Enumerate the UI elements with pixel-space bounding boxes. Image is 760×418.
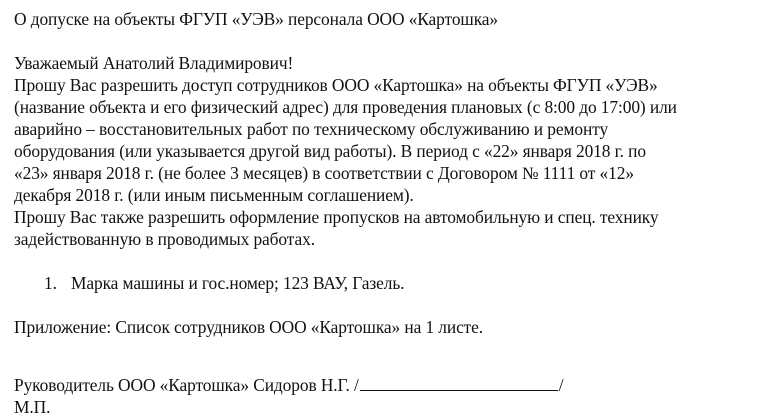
paragraph2-line: Прошу Вас также разрешить оформление пропусков на автомобильную и спец. технику <box>14 207 659 227</box>
attachment-line: Приложение: Список сотрудников ООО «Картошка» на 1 листе. <box>14 317 484 337</box>
paragraph1-line: оборудования (или указывается другой вид работы). В период с «22» января 2018 г. по <box>14 141 646 161</box>
list-item-text: Марка машины и гос.номер; 123 ВАУ, Газель. <box>71 273 405 293</box>
signature-blank <box>360 374 558 391</box>
paragraph1-line: (название объекта и его физический адрес) для проведения плановых (с 8:00 до 17:00) или <box>14 97 677 117</box>
letter-greeting: Уважаемый Анатолий Владимирович! <box>14 53 294 73</box>
signature-line <box>14 374 563 396</box>
stamp-line: М.П. <box>14 397 51 417</box>
list-item-number: 1. <box>44 273 57 293</box>
letter-subject: О допуске на объекты ФГУП «УЭВ» персонала ООО «Картошка» <box>14 9 499 29</box>
list-item <box>44 272 404 294</box>
paragraph1-line: аварийно – восстановительных работ по техническому обслуживанию и ремонту <box>14 119 609 139</box>
paragraph1-line: декабря 2018 г. (или иным письменным соглашением). <box>14 185 414 205</box>
signature-end: / <box>558 375 564 395</box>
signature-text: Руководитель ООО «Картошка» Сидоров Н.Г. / <box>14 375 359 395</box>
paragraph1-line: «23» января 2018 г. (не более 3 месяцев) в соответствии с Договором № 1111 от «12» <box>14 163 634 183</box>
paragraph2-line: задействованную в проводимых работах. <box>14 229 315 249</box>
paragraph1-line: Прошу Вас разрешить доступ сотрудников ООО «Картошка» на объекты ФГУП «УЭВ» <box>14 75 658 95</box>
